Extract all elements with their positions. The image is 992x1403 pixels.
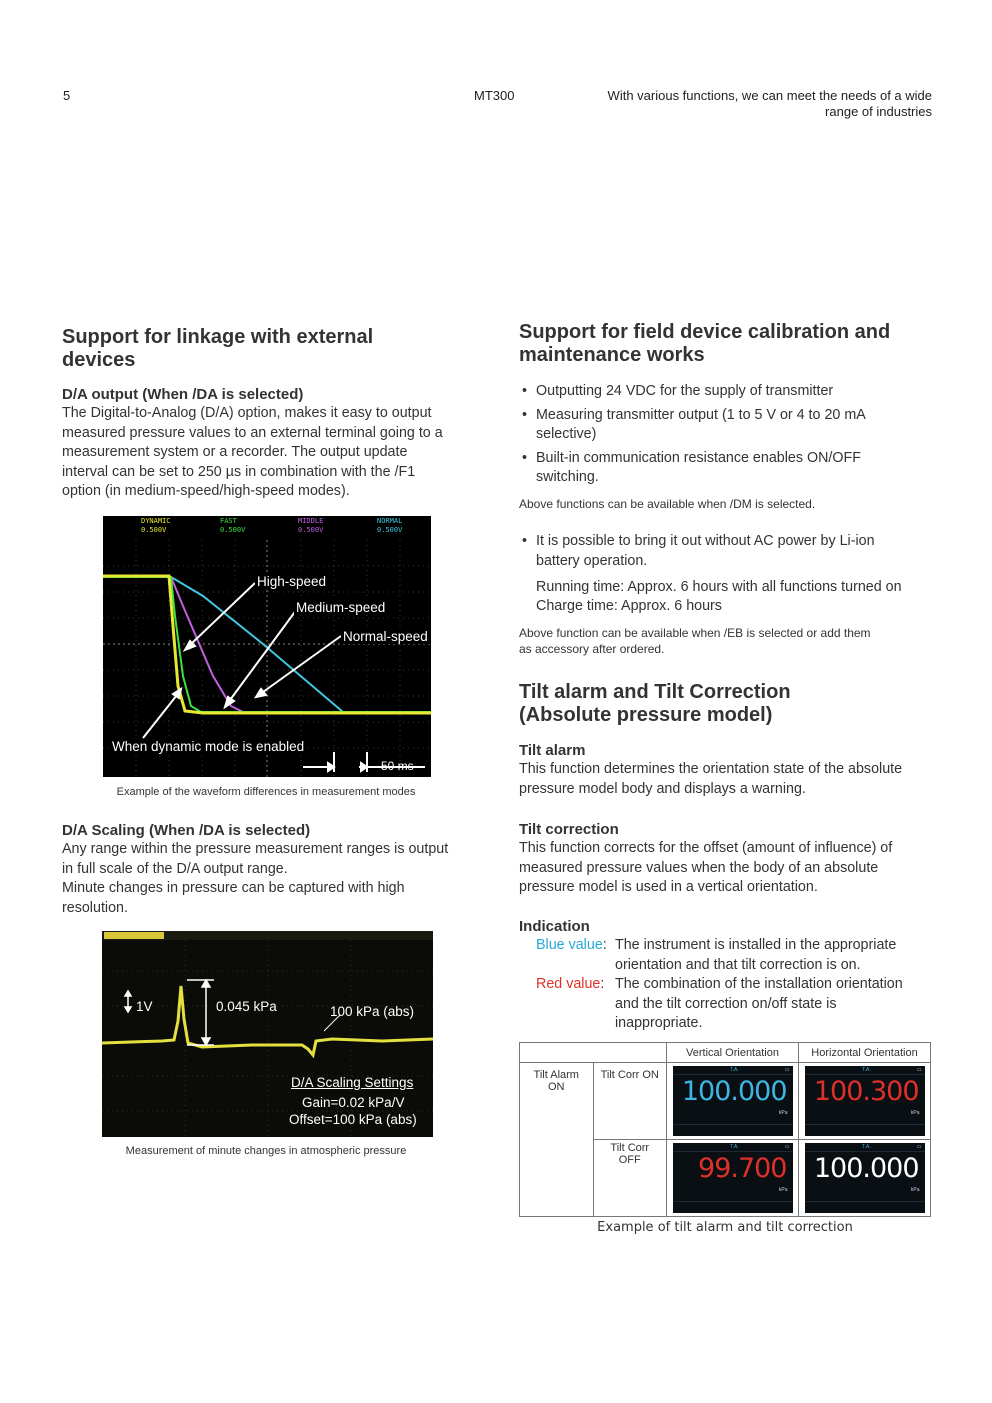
- product-name: MT300: [474, 88, 515, 103]
- mode-label-dynamic: [141, 517, 171, 535]
- text-line: This function corrects for the offset (amount of influence) of: [519, 840, 893, 856]
- mode-value: 0.500V: [298, 526, 324, 534]
- text-line: Tilt Alarm: [533, 1069, 579, 1081]
- text-line: This function determines the orientation state of the absolute: [519, 761, 903, 777]
- list-item: [519, 406, 939, 445]
- softkey-bar: [805, 1201, 925, 1213]
- mode-label-middle: [298, 517, 323, 535]
- softkey-bar: [673, 1124, 793, 1136]
- running-time: Running time: Approx. 6 hours with all functions turned on: [536, 579, 902, 595]
- text-line: Above function can be available when /EB is selected or add them: [519, 626, 871, 640]
- cell-off-vertical: [667, 1140, 799, 1217]
- da-output-title: D/A output (When /DA is selected): [62, 386, 304, 403]
- text-line: pressure model is used in a vertical orientation.: [519, 879, 818, 896]
- display-value: 100.300: [813, 1076, 919, 1107]
- heading-line: (Absolute pressure model): [519, 704, 773, 726]
- tilt-alarm-tag: T.A.: [862, 1144, 871, 1150]
- battery-icon: ▭: [784, 1067, 790, 1073]
- text-line: Outputting 24 VDC for the supply of transmitter: [536, 383, 834, 399]
- da-scaling-text: [62, 840, 482, 918]
- row-label-tilt-corr-off: [593, 1140, 667, 1217]
- heading-line: Support for linkage with external: [62, 326, 374, 348]
- display-screen: [805, 1066, 925, 1136]
- list-item: [519, 449, 939, 488]
- cell-on-vertical: [667, 1063, 799, 1140]
- label-100-kpa-abs: 100 kPa (abs): [330, 1004, 415, 1019]
- text-line: selective): [536, 426, 597, 443]
- display-unit: kPa: [778, 1110, 788, 1116]
- table-header-vertical: Vertical Orientation: [667, 1043, 799, 1063]
- text-line: ON: [548, 1081, 565, 1093]
- colon: :: [602, 937, 607, 953]
- table-header-empty: [593, 1043, 667, 1063]
- page-number: 5: [63, 88, 71, 103]
- tilt-correction-title: Tilt correction: [519, 821, 619, 838]
- label-0045-kpa: 0.045 kPa: [216, 999, 277, 1014]
- label-time-scale: 50 ms: [381, 759, 414, 773]
- text-line: It is possible to bring it out without AC power by Li-ion: [536, 533, 875, 549]
- display-unit: kPa: [910, 1110, 920, 1116]
- row-label-tilt-alarm: [520, 1063, 594, 1217]
- cell-on-horizontal: [799, 1063, 931, 1140]
- text-line: resolution.: [62, 899, 128, 916]
- text-line: measurement system or a recorder. The output update: [62, 444, 408, 461]
- tilt-correction-text: [519, 839, 939, 898]
- softkey-bar: [673, 1201, 793, 1213]
- text-line: measured pressure values to an external terminal going to a: [62, 424, 443, 441]
- indication-blue-text: [615, 936, 935, 975]
- indication-title: Indication: [519, 918, 590, 935]
- battery-icon: ▭: [916, 1144, 922, 1150]
- text-line: The combination of the installation orientation: [615, 976, 903, 992]
- text-line: Tilt Corr: [610, 1142, 650, 1154]
- mode-value: 0.500V: [220, 526, 246, 534]
- colon: :: [600, 976, 605, 992]
- mode-value: 0.500V: [141, 526, 167, 534]
- calibration-feature-list: [519, 382, 939, 492]
- display-value: 100.000: [681, 1076, 787, 1107]
- text-line: Minute changes in pressure can be captured with high: [62, 880, 405, 897]
- note-eb: [519, 625, 871, 657]
- table-header-empty: [520, 1043, 594, 1063]
- mode-label-normal: [377, 517, 402, 535]
- display-screen: [673, 1066, 793, 1136]
- text-line: orientation and that tilt correction is on.: [615, 956, 861, 973]
- text-line: Built-in communication resistance enables ON/OFF: [536, 449, 861, 466]
- heading-line: devices: [62, 349, 136, 371]
- label-medium-speed: Medium-speed: [296, 600, 386, 615]
- battery-icon: ▭: [784, 1144, 790, 1150]
- label-high-speed: High-speed: [257, 574, 327, 589]
- tagline-line-1: With various functions, we can meet the needs of a wide: [607, 88, 932, 103]
- softkey-bar: [805, 1124, 925, 1136]
- heading-line: Tilt alarm and Tilt Correction: [519, 681, 791, 703]
- display-unit: kPa: [910, 1187, 920, 1193]
- tilt-alarm-text: [519, 760, 939, 799]
- text-line: and the tilt correction on/off state is: [615, 995, 837, 1012]
- blue-value-label: Blue value: [536, 937, 603, 953]
- text-line: as accessory after ordered.: [519, 642, 665, 656]
- tagline-line-2: range of industries: [825, 104, 932, 119]
- da-scaling-offset: Offset=100 kPa (abs): [289, 1112, 417, 1127]
- da-scaling-settings-title: D/A Scaling Settings: [291, 1075, 414, 1090]
- waveform-graphic: [103, 516, 431, 777]
- tilt-alarm-tag: T.A.: [730, 1067, 739, 1073]
- text-line: option (in medium-speed/high-speed modes).: [62, 483, 350, 500]
- mode-label-fast: [220, 517, 245, 535]
- text-line: The Digital-to-Analog (D/A) option, makes it easy to output: [62, 405, 432, 421]
- section-heading-calibration: [519, 321, 890, 367]
- battery-feature-list: [519, 532, 939, 575]
- text-line: in full scale of the D/A output range.: [62, 860, 288, 877]
- note-dm: Above functions can be available when /DM is selected.: [519, 497, 816, 511]
- display-screen: [805, 1143, 925, 1213]
- da-scaling-gain: Gain=0.02 kPa/V: [302, 1095, 405, 1110]
- mode-name: FAST: [220, 517, 237, 525]
- heading-line: Support for field device calibration and: [519, 321, 891, 343]
- tilt-alarm-title: Tilt alarm: [519, 742, 586, 759]
- label-dynamic-mode: When dynamic mode is enabled: [112, 739, 305, 754]
- heading-line: maintenance works: [519, 344, 705, 366]
- mode-name: MIDDLE: [298, 517, 324, 525]
- indication-red-text: [615, 975, 935, 1034]
- label-1v: 1V: [136, 999, 153, 1014]
- red-value-label: Red value: [536, 976, 601, 992]
- tilt-example-table: [519, 1042, 931, 1217]
- table-caption: Example of tilt alarm and tilt correction: [597, 1220, 853, 1235]
- tilt-alarm-tag: T.A.: [730, 1144, 739, 1150]
- label-normal-speed: Normal-speed: [343, 629, 428, 644]
- text-line: inappropriate.: [615, 1015, 703, 1032]
- table-header-horizontal: Horizontal Orientation: [799, 1043, 931, 1063]
- cell-off-horizontal: [799, 1140, 931, 1217]
- figure2-caption: Measurement of minute changes in atmospheric pressure: [125, 1145, 407, 1157]
- text-line: battery operation.: [536, 552, 648, 569]
- text-line: Measuring transmitter output (1 to 5 V or 4 to 20 mA: [536, 406, 866, 423]
- figure1-caption: Example of the waveform differences in measurement modes: [116, 786, 416, 798]
- text-line: Any range within the pressure measurement ranges is output: [62, 841, 449, 857]
- charge-time: Charge time: Approx. 6 hours: [536, 598, 722, 614]
- da-output-text: [62, 404, 482, 502]
- text-line: The instrument is installed in the appropriate: [615, 937, 897, 953]
- text-line: interval can be set to 250 µs in combination with the /F1: [62, 463, 416, 480]
- row-label-tilt-corr-on: Tilt Corr ON: [593, 1063, 667, 1140]
- mode-name: DYNAMIC: [141, 517, 171, 525]
- section-heading-tilt: [519, 681, 791, 727]
- display-value: 99.700: [698, 1153, 787, 1184]
- list-item: [519, 382, 939, 402]
- waveform-figure: [103, 516, 431, 777]
- battery-icon: ▭: [916, 1067, 922, 1073]
- text-line: pressure model body and displays a warning.: [519, 780, 806, 797]
- display-unit: kPa: [778, 1187, 788, 1193]
- mode-value: 0.500V: [377, 526, 403, 534]
- list-item: [519, 532, 939, 571]
- display-value: 100.000: [813, 1153, 919, 1184]
- tilt-alarm-tag: T.A.: [862, 1067, 871, 1073]
- section-heading-linkage: [62, 326, 373, 372]
- pressure-figure: [102, 931, 433, 1137]
- text-line: measured pressure values when the body of an absolute: [519, 859, 879, 876]
- text-line: OFF: [618, 1154, 641, 1166]
- da-scaling-title: D/A Scaling (When /DA is selected): [62, 822, 311, 839]
- display-screen: [673, 1143, 793, 1213]
- text-line: switching.: [536, 469, 599, 486]
- mode-name: NORMAL: [377, 517, 403, 525]
